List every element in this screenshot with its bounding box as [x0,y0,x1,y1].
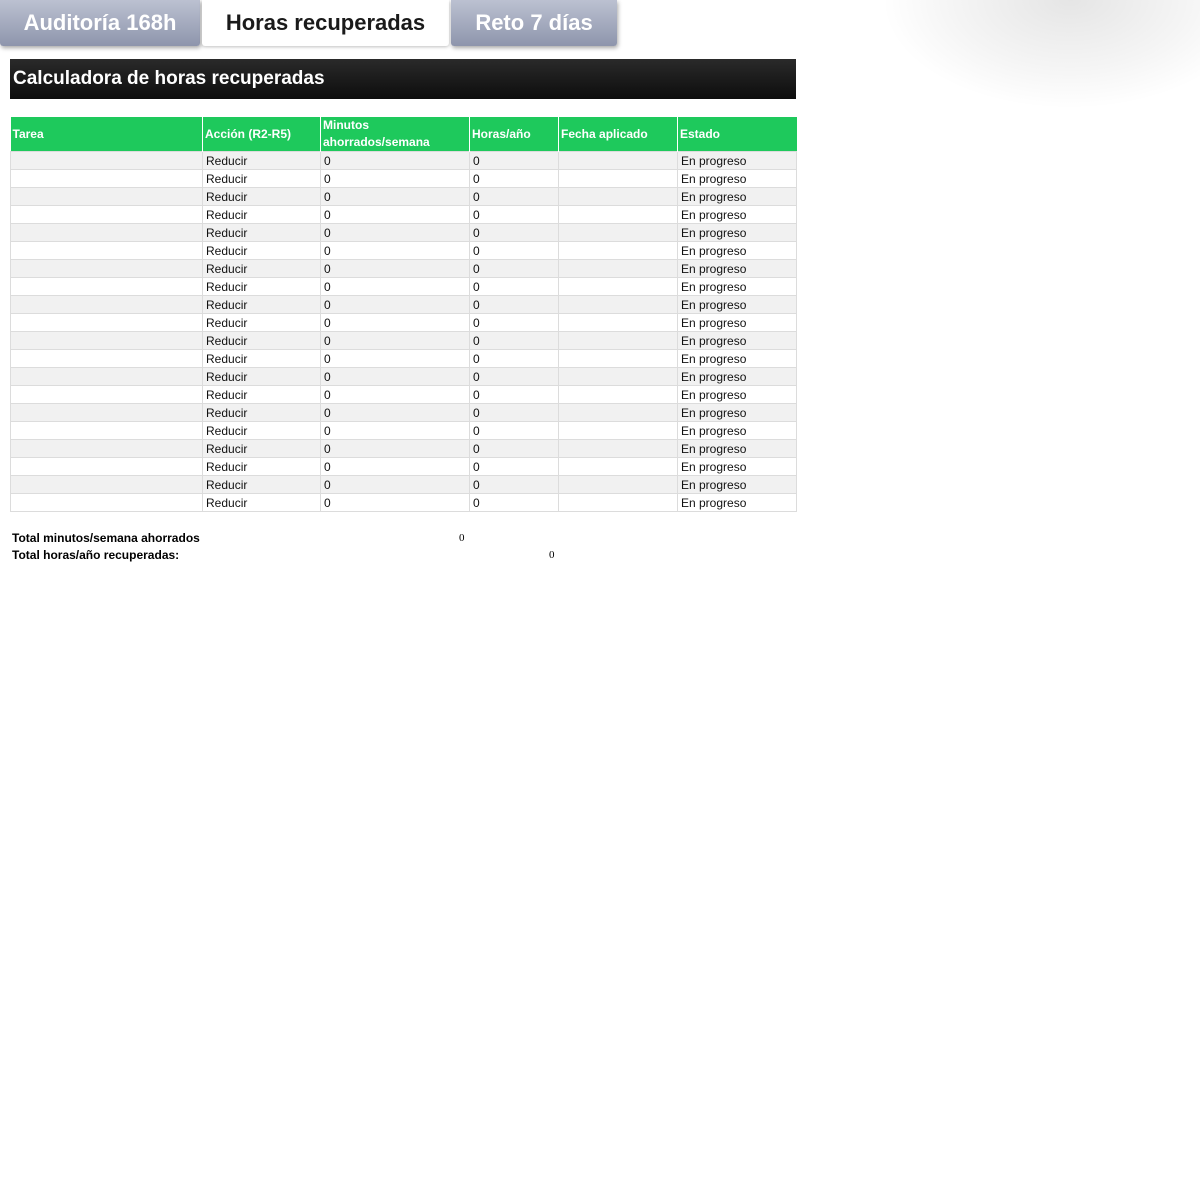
cell-fecha[interactable] [559,260,678,278]
cell-tarea[interactable] [11,440,203,458]
cell-minutos[interactable]: 0 [321,260,470,278]
cell-fecha[interactable] [559,278,678,296]
cell-estado[interactable]: En progreso [678,224,797,242]
cell-tarea[interactable] [11,422,203,440]
cell-fecha[interactable] [559,404,678,422]
total-minutes-label: Total minutos/semana ahorrados [12,531,200,545]
cell-minutos[interactable]: 0 [321,242,470,260]
cell-fecha[interactable] [559,332,678,350]
cell-accion[interactable]: Reducir [203,458,321,476]
cell-accion[interactable]: Reducir [203,278,321,296]
cell-horas[interactable]: 0 [470,422,559,440]
column-header-horas[interactable]: Horas/año [470,117,559,152]
cell-estado[interactable]: En progreso [678,188,797,206]
hours-table [10,117,797,512]
cell-fecha[interactable] [559,350,678,368]
cell-fecha[interactable] [559,188,678,206]
table-row [11,278,797,296]
cell-accion[interactable]: Reducir [203,260,321,278]
cell-accion[interactable]: Reducir [203,494,321,512]
cell-accion[interactable]: Reducir [203,386,321,404]
cell-fecha[interactable] [559,368,678,386]
cell-accion[interactable]: Reducir [203,350,321,368]
total-minutes-row [12,530,612,547]
cell-estado[interactable]: En progreso [678,296,797,314]
table-body [11,152,797,512]
cell-accion[interactable]: Reducir [203,206,321,224]
column-header-minutos[interactable]: Minutos ahorrados/semana [321,117,470,152]
table-row [11,260,797,278]
cell-tarea[interactable] [11,206,203,224]
cell-accion[interactable]: Reducir [203,332,321,350]
cell-horas[interactable]: 0 [470,458,559,476]
cell-horas[interactable]: 0 [470,224,559,242]
cell-minutos[interactable]: 0 [321,422,470,440]
cell-tarea[interactable] [11,170,203,188]
cell-minutos[interactable]: 0 [321,494,470,512]
cell-minutos[interactable]: 0 [321,314,470,332]
cell-estado[interactable]: En progreso [678,332,797,350]
column-header-tarea[interactable]: Tarea [11,117,203,152]
cell-fecha[interactable] [559,152,678,170]
cell-estado[interactable]: En progreso [678,260,797,278]
table-row [11,368,797,386]
table-row [11,422,797,440]
table-row [11,206,797,224]
cell-tarea[interactable] [11,350,203,368]
table-row [11,476,797,494]
cell-estado[interactable]: En progreso [678,350,797,368]
cell-minutos[interactable]: 0 [321,170,470,188]
cell-estado[interactable]: En progreso [678,404,797,422]
cell-horas[interactable]: 0 [470,494,559,512]
tab-auditoria[interactable]: Auditoría 168h [0,0,200,46]
cell-horas[interactable]: 0 [470,260,559,278]
cell-horas[interactable]: 0 [470,188,559,206]
cell-accion[interactable]: Reducir [203,152,321,170]
column-header-accion[interactable]: Acción (R2-R5) [203,117,321,152]
totals-section [12,530,612,564]
table-row [11,296,797,314]
cell-horas[interactable]: 0 [470,170,559,188]
cell-fecha[interactable] [559,422,678,440]
cell-horas[interactable]: 0 [470,368,559,386]
cell-minutos[interactable]: 0 [321,188,470,206]
table-row [11,350,797,368]
table-row [11,440,797,458]
cell-minutos[interactable]: 0 [321,476,470,494]
tab-reto[interactable]: Reto 7 días [451,0,617,46]
table-row [11,494,797,512]
cell-accion[interactable]: Reducir [203,242,321,260]
cell-accion[interactable]: Reducir [203,224,321,242]
cell-minutos[interactable]: 0 [321,350,470,368]
table-row [11,332,797,350]
table-row [11,152,797,170]
cell-fecha[interactable] [559,386,678,404]
cell-horas[interactable]: 0 [470,350,559,368]
cell-fecha[interactable] [559,476,678,494]
total-hours-row [12,547,612,564]
cell-horas[interactable]: 0 [470,314,559,332]
cell-horas[interactable]: 0 [470,278,559,296]
cell-tarea[interactable] [11,224,203,242]
cell-tarea[interactable] [11,242,203,260]
cell-tarea[interactable] [11,278,203,296]
cell-estado[interactable]: En progreso [678,476,797,494]
cell-horas[interactable]: 0 [470,386,559,404]
cell-tarea[interactable] [11,476,203,494]
cell-horas[interactable]: 0 [470,242,559,260]
cell-accion[interactable]: Reducir [203,170,321,188]
cell-estado[interactable]: En progreso [678,242,797,260]
cell-estado[interactable]: En progreso [678,458,797,476]
table-row [11,314,797,332]
cell-tarea[interactable] [11,152,203,170]
cell-estado[interactable]: En progreso [678,278,797,296]
cell-fecha[interactable] [559,440,678,458]
cell-estado[interactable]: En progreso [678,494,797,512]
table-row [11,386,797,404]
cell-accion[interactable]: Reducir [203,188,321,206]
cell-accion[interactable]: Reducir [203,440,321,458]
cell-horas[interactable]: 0 [470,440,559,458]
cell-minutos[interactable]: 0 [321,296,470,314]
cell-estado[interactable]: En progreso [678,386,797,404]
table-row [11,242,797,260]
cell-tarea[interactable] [11,314,203,332]
cell-tarea[interactable] [11,296,203,314]
cell-minutos[interactable]: 0 [321,152,470,170]
cell-fecha[interactable] [559,296,678,314]
sheet-title: Calculadora de horas recuperadas [10,59,796,99]
cell-estado[interactable]: En progreso [678,152,797,170]
total-hours-label: Total horas/año recuperadas: [12,548,180,562]
cell-horas[interactable]: 0 [470,476,559,494]
cell-fecha[interactable] [559,458,678,476]
cell-minutos[interactable]: 0 [321,404,470,422]
cell-estado[interactable]: En progreso [678,206,797,224]
column-header-estado[interactable]: Estado [678,117,797,152]
cell-horas[interactable]: 0 [470,404,559,422]
cell-tarea[interactable] [11,458,203,476]
table-row [11,458,797,476]
cell-tarea[interactable] [11,188,203,206]
cell-fecha[interactable] [559,206,678,224]
cell-accion[interactable]: Reducir [203,368,321,386]
cell-horas[interactable]: 0 [470,296,559,314]
cell-minutos[interactable]: 0 [321,224,470,242]
table-row [11,170,797,188]
cell-horas[interactable]: 0 [470,332,559,350]
cell-estado[interactable]: En progreso [678,314,797,332]
tab-horas-recuperadas[interactable]: Horas recuperadas [202,0,449,46]
cell-fecha[interactable] [559,494,678,512]
cell-tarea[interactable] [11,404,203,422]
cell-tarea[interactable] [11,494,203,512]
total-hours-value[interactable]: 0 [549,549,555,561]
sheet-tab-bar [0,0,640,47]
cell-minutos[interactable]: 0 [321,386,470,404]
cell-estado[interactable]: En progreso [678,170,797,188]
cell-horas[interactable]: 0 [470,206,559,224]
table-row [11,224,797,242]
total-minutes-value[interactable]: 0 [459,532,465,544]
cell-accion[interactable]: Reducir [203,476,321,494]
cell-estado[interactable]: En progreso [678,422,797,440]
cell-accion[interactable]: Reducir [203,296,321,314]
cell-fecha[interactable] [559,170,678,188]
cell-tarea[interactable] [11,368,203,386]
cell-horas[interactable]: 0 [470,152,559,170]
table-header-row [11,117,797,152]
table-row [11,404,797,422]
cell-accion[interactable]: Reducir [203,404,321,422]
cell-estado[interactable]: En progreso [678,368,797,386]
cell-minutos[interactable]: 0 [321,332,470,350]
cell-fecha[interactable] [559,224,678,242]
cell-tarea[interactable] [11,260,203,278]
cell-minutos[interactable]: 0 [321,440,470,458]
cell-tarea[interactable] [11,386,203,404]
cell-estado[interactable]: En progreso [678,440,797,458]
cell-fecha[interactable] [559,314,678,332]
corner-shadow [880,0,1200,110]
cell-tarea[interactable] [11,332,203,350]
table-row [11,188,797,206]
column-header-fecha[interactable]: Fecha aplicado [559,117,678,152]
cell-minutos[interactable]: 0 [321,458,470,476]
cell-fecha[interactable] [559,242,678,260]
cell-minutos[interactable]: 0 [321,368,470,386]
cell-accion[interactable]: Reducir [203,314,321,332]
cell-minutos[interactable]: 0 [321,278,470,296]
cell-minutos[interactable]: 0 [321,206,470,224]
cell-accion[interactable]: Reducir [203,422,321,440]
